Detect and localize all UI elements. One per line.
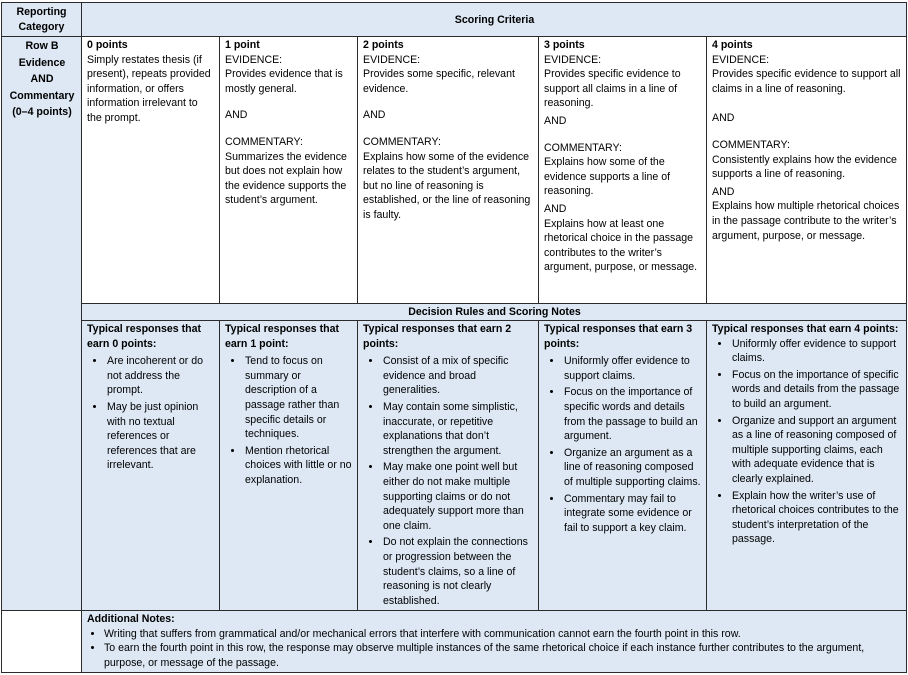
scoring-rubric-table [1,2,907,673]
and-label: AND [363,109,386,122]
decision-rules-header: Decision Rules and Scoring Notes [82,304,907,321]
category-and-label: AND [30,73,54,86]
criteria-4-points [707,37,907,304]
additional-notes-cell [82,611,907,673]
commentary-label: COMMENTARY: [363,135,441,148]
criteria-3-points [539,37,707,304]
list-item: • Explain how the writer’s use of rhetorical choices contributes to the student’s interpretation of the passage. [731,489,902,547]
list-item: • To earn the fourth point in this row, the response may observe multiple instances of the same rhetorical choice if each instance further contributes to the argument, purpose, or message of the passage. [104,641,902,670]
category-evidence-label: Evidence [18,56,66,69]
criteria-title: 1 point [225,39,260,51]
list-item: • Organize an argument as a line of reasoning composed of multiple supporting claims. [563,446,702,490]
criteria-title: 3 points [544,39,585,51]
typical-4-points [707,321,907,611]
commentary-text: Summarizes the evidence but does not explain how the evidence supports the student’s argument. [225,150,347,207]
list-item: • Organize and support an argument as a line of reasoning composed of multiple supporting claims, each with adequate evidence that is clearly explained. [731,414,902,487]
list-item: • May contain some simplistic, inaccurate, or repetitive explanations that don’t strengthen the argument. [382,400,534,458]
typical-bullets [363,354,534,608]
commentary-label: COMMENTARY: [225,135,303,148]
commentary-text: Explains how some of the evidence relates to the student’s argument, but no line of reasoning is established, or the line of reasoning is faulty. [363,150,531,221]
category-row-label: Row B [25,40,59,52]
evidence-label: EVIDENCE: [225,53,283,66]
list-item: • Do not explain the connections or progression between the student’s claims, so a line of reasoning is not clearly established. [382,535,534,608]
commentary-label: COMMENTARY: [544,141,622,154]
criteria-description: Simply restates thesis (if present), repeats provided information, or offers information irrelevant to the prompt. [87,53,211,124]
list-item: • Consist of a mix of specific evidence and broad generalities. [382,354,534,398]
commentary-text-2: Explains how at least one rhetorical choice in the passage contributes to the writer’s argument, purpose, or message. [544,217,698,274]
typical-heading: Typical responses that earn 1 point: [225,323,340,350]
list-item: • Uniformly offer evidence to support claims. [731,337,902,366]
typical-1-point [220,321,358,611]
typical-bullets [225,354,353,487]
list-item: • May make one point well but either do not make multiple supporting claims or do not adequately support more than one claim. [382,460,534,533]
category-points-label: (0–4 points) [12,106,72,119]
reporting-category-header: Reporting Category [2,3,82,37]
additional-notes-list [87,627,902,671]
commentary-text: Consistently explains how the evidence supports a line of reasoning. [712,153,897,181]
additional-notes-title: Additional Notes: [87,613,175,626]
list-item: • Are incoherent or do not address the prompt. [106,354,215,398]
list-item: • Mention rhetorical choices with little or no explanation. [244,444,353,488]
typical-bullets [544,354,702,535]
typical-0-points [82,321,220,611]
evidence-label: EVIDENCE: [363,53,421,66]
evidence-text: Provides specific evidence to support all claims in a line of reasoning. [544,68,681,110]
list-item: • Tend to focus on summary or description of a passage rather than specific details or techniques. [244,354,353,442]
list-item: • Commentary may fail to integrate some evidence or fail to support a key claim. [563,492,702,536]
criteria-title: 0 points [87,39,128,51]
and-label: AND [544,114,567,127]
list-item: • Writing that suffers from grammatical and/or mechanical errors that interfere with communication cannot earn the fourth point in this row. [104,627,902,642]
criteria-title: 2 points [363,39,404,51]
evidence-text: Provides some specific, relevant evidence. [363,68,515,95]
category-commentary-label: Commentary [9,89,75,102]
and-label-2: AND [544,202,567,215]
list-item: • May be just opinion with no textual references or references that are irrelevant. [106,400,215,473]
typical-heading: Typical responses that earn 4 points: [712,323,899,335]
criteria-0-points [82,37,220,304]
evidence-text: Provides specific evidence to support all claims in a line of reasoning. [712,68,901,95]
typical-3-points [539,321,707,611]
evidence-text: Provides evidence that is mostly general. [225,68,343,95]
list-item: • Focus on the importance of specific words and details from the passage to build an argument. [731,368,902,412]
notes-spacer-cell [2,611,82,673]
list-item: • Uniformly offer evidence to support claims. [563,354,702,383]
criteria-1-point [220,37,358,304]
commentary-label: COMMENTARY: [712,138,790,151]
typical-bullets [712,337,902,547]
typical-bullets [87,354,215,473]
typical-heading: Typical responses that earn 2 points: [363,323,512,350]
evidence-label: EVIDENCE: [544,53,602,66]
criteria-2-points [358,37,539,304]
typical-heading: Typical responses that earn 3 points: [544,323,693,350]
and-label: AND [225,109,248,122]
typical-heading: Typical responses that earn 0 points: [87,323,202,350]
criteria-title: 4 points [712,39,753,51]
commentary-text-2: Explains how multiple rhetorical choices in the passage contribute to the writer’s argument, purpose, or message. [712,200,900,242]
commentary-text: Explains how some of the evidence supports a line of reasoning. [544,156,671,198]
typical-2-points [358,321,539,611]
and-label-2: AND [712,185,735,198]
and-label: AND [712,112,735,125]
scoring-criteria-header: Scoring Criteria [82,3,907,37]
category-cell [2,37,82,611]
evidence-label: EVIDENCE: [712,53,770,66]
list-item: • Focus on the importance of specific words and details from the passage to build an argument. [563,385,702,443]
